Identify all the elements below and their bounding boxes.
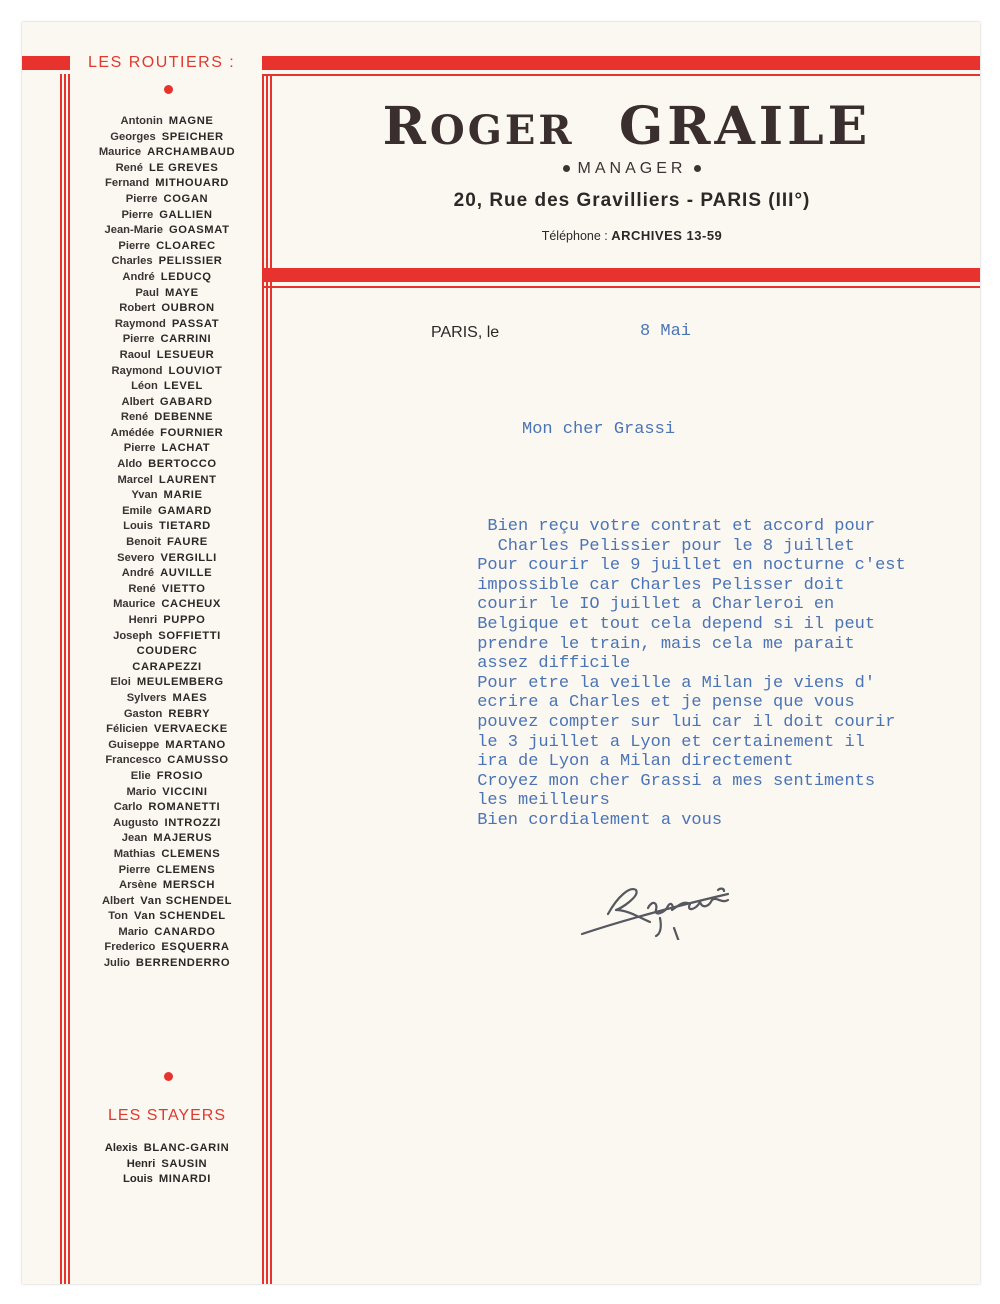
rider-first-name: Emile <box>122 504 152 517</box>
rider-name <box>70 722 264 738</box>
rider-last-name: ROMANETTI <box>148 801 221 814</box>
rider-first-name: Louis <box>123 1173 153 1186</box>
rider-first-name: Sylvers <box>126 691 167 704</box>
letter-body <box>467 517 906 831</box>
stayers-list <box>70 1141 264 1188</box>
rider-last-name: FOURNIER <box>160 426 224 439</box>
rider-last-name: Van SCHENDEL <box>140 894 233 907</box>
brand-last: GRAILE <box>618 96 872 157</box>
rider-name <box>70 551 264 567</box>
rider-name <box>70 1141 264 1157</box>
rider-first-name: Frederico <box>104 941 156 954</box>
rider-last-name: MAES <box>172 691 208 704</box>
routiers-heading: LES ROUTIERS : <box>88 54 236 71</box>
rider-last-name: LESUEUR <box>156 348 215 361</box>
rider-first-name: Maurice <box>98 146 142 159</box>
rider-first-name: Amédée <box>110 426 155 439</box>
rider-first-name: Antonin <box>120 115 163 127</box>
rider-name <box>70 940 264 956</box>
rider-name <box>70 488 264 504</box>
rider-last-name: BLANC-GARIN <box>143 1142 230 1154</box>
rider-last-name: CANARDO <box>154 925 216 938</box>
letter-line: Croyez mon cher Grassi a mes sentiments <box>467 771 876 791</box>
place-label: PARIS, le <box>431 324 500 341</box>
rider-name <box>70 457 264 473</box>
rider-first-name: Henri <box>126 1157 156 1170</box>
rider-last-name: VIETTO <box>161 582 206 595</box>
rider-first-name: Raymond <box>114 317 166 330</box>
rider-last-name: CLEMENS <box>156 863 216 876</box>
rider-first-name: Jean <box>121 832 148 845</box>
rider-last-name: CLEMENS <box>161 847 221 860</box>
letter-line: prendre le train, mais cela me parait <box>467 634 855 654</box>
sidebar-left-rule-1 <box>60 74 62 1284</box>
bullet-icon <box>563 165 570 172</box>
rider-first-name: Raoul <box>119 348 151 361</box>
rider-first-name: Charles <box>111 255 153 268</box>
rider-first-name: Elie <box>130 769 151 782</box>
rider-name <box>70 239 264 255</box>
rider-first-name: Marcel <box>117 473 153 486</box>
rider-name <box>70 925 264 941</box>
rider-name <box>70 800 264 816</box>
letter-line: le 3 juillet a Lyon et certainement il <box>467 732 865 752</box>
rider-name <box>70 286 264 302</box>
rider-name <box>70 161 264 177</box>
rider-last-name: FAURE <box>166 536 208 549</box>
rider-name <box>70 519 264 535</box>
letter-line: les meilleurs <box>467 791 610 811</box>
rider-first-name: Pierre <box>123 442 156 455</box>
rider-first-name: Julio <box>103 957 130 970</box>
rider-last-name: ARCHAMBAUD <box>147 146 236 159</box>
letter-line: courir le IO juillet a Charleroi en <box>467 595 835 615</box>
sidebar-right-rule-2 <box>266 74 268 1284</box>
rider-name <box>70 332 264 348</box>
letter-date: 8 Mai <box>640 322 692 341</box>
rider-name <box>70 909 264 925</box>
rider-first-name: Paul <box>135 286 159 299</box>
rider-first-name: René <box>115 161 143 174</box>
rider-last-name: CACHEUX <box>161 598 221 611</box>
rider-last-name: INTROZZI <box>164 816 221 829</box>
rider-name <box>70 426 264 442</box>
rider-first-name: Mario <box>126 785 157 798</box>
letter-line: Pour courir le 9 juillet en nocturne c'est <box>467 556 906 576</box>
address: 20, Rue des Gravilliers - PARIS (III°) <box>453 190 811 211</box>
rider-first-name: Eloi <box>110 676 131 689</box>
header-bottom-red-rule-thin <box>262 286 980 288</box>
rider-name <box>70 254 264 270</box>
rider-first-name: Arsène <box>118 879 157 892</box>
rider-name <box>70 301 264 317</box>
brand-first-initial: R <box>382 96 430 157</box>
sidebar-left-rule-2 <box>64 74 66 1284</box>
rider-last-name: SPEICHER <box>161 130 224 143</box>
rider-name <box>70 379 264 395</box>
rider-last-name: CARAPEZZI <box>132 660 202 673</box>
rider-name <box>70 566 264 582</box>
rider-last-name: MERSCH <box>162 879 216 892</box>
rider-first-name: Maurice <box>113 598 156 611</box>
rider-first-name: Aldo <box>117 458 143 471</box>
rider-name <box>70 582 264 598</box>
rider-first-name: Fernand <box>105 177 150 190</box>
rider-last-name: PELISSIER <box>158 255 223 268</box>
rider-first-name: Yvan <box>131 489 158 502</box>
rider-last-name: CAMUSSO <box>167 754 229 767</box>
rider-last-name: FROSIO <box>156 769 204 782</box>
rider-name <box>70 878 264 894</box>
rider-name <box>70 894 264 910</box>
rider-name <box>70 395 264 411</box>
letterhead-page <box>22 22 980 1284</box>
rider-first-name: Félicien <box>106 723 148 736</box>
rider-name <box>70 847 264 863</box>
bullet-icon <box>694 165 701 172</box>
rider-first-name: Albert <box>121 395 154 408</box>
top-red-band-right <box>262 56 980 70</box>
rider-name <box>70 317 264 333</box>
letter-line: pouvez compter sur lui car il doit courir <box>467 712 896 732</box>
letter-line: impossible car Charles Pelisser doit <box>467 575 845 595</box>
rider-name <box>70 348 264 364</box>
manager-label: MANAGER <box>577 160 687 177</box>
letter-line: Bien reçu votre contrat et accord pour <box>467 517 876 536</box>
rider-last-name: MAGNE <box>168 115 214 127</box>
rider-first-name: Jean-Marie <box>104 224 163 237</box>
brand-name <box>362 96 892 162</box>
rider-last-name: LEVEL <box>163 380 203 393</box>
letter-line: assez difficile <box>467 654 631 674</box>
rider-last-name: MEULEMBERG <box>136 676 224 689</box>
rider-name <box>70 504 264 520</box>
phone-label: Téléphone : <box>541 229 608 243</box>
letter-line: Belgique et tout cela depend si il peut <box>467 614 876 634</box>
rider-name <box>70 956 264 972</box>
rider-last-name: BERTOCCO <box>148 458 217 471</box>
rider-name <box>70 270 264 286</box>
rider-name <box>70 597 264 613</box>
greeting: Mon cher Grassi <box>522 420 676 439</box>
rider-name <box>70 192 264 208</box>
rider-first-name: Georges <box>110 130 156 143</box>
letter-line: Bien cordialement a vous <box>467 810 723 830</box>
phone <box>482 228 782 243</box>
red-dot-icon <box>164 1072 173 1081</box>
rider-name <box>70 831 264 847</box>
rider-name <box>70 644 264 660</box>
rider-last-name: MITHOUARD <box>155 177 229 190</box>
rider-last-name: LOUVIOT <box>168 364 223 377</box>
rider-first-name: Robert <box>119 302 156 315</box>
rider-last-name: SAUSIN <box>161 1157 208 1170</box>
manager-subtitle <box>522 160 742 178</box>
rider-name <box>70 816 264 832</box>
rider-name <box>70 364 264 380</box>
rider-last-name: MINARDI <box>158 1173 211 1186</box>
rider-first-name: André <box>121 567 155 580</box>
rider-name <box>70 208 264 224</box>
rider-name <box>70 863 264 879</box>
rider-last-name: LACHAT <box>161 442 211 455</box>
rider-last-name: REBRY <box>168 707 211 720</box>
rider-name <box>70 535 264 551</box>
rider-name <box>70 753 264 769</box>
letter-line: Pour etre la veille a Milan je viens d' <box>467 673 876 693</box>
rider-name <box>70 1157 264 1173</box>
red-dot-icon <box>164 85 173 94</box>
rider-name <box>70 707 264 723</box>
rider-name <box>70 660 264 676</box>
rider-last-name: DEBENNE <box>154 411 214 424</box>
rider-first-name: Pierre <box>121 208 154 221</box>
rider-last-name: OUBRON <box>161 302 215 315</box>
rider-first-name: Pierre <box>125 192 158 205</box>
rider-last-name: CARRINI <box>160 333 212 346</box>
rider-first-name: André <box>122 270 155 283</box>
rider-name <box>70 223 264 239</box>
rider-first-name: Alexis <box>104 1142 138 1154</box>
rider-last-name: MAJERUS <box>153 832 213 845</box>
rider-name <box>70 675 264 691</box>
top-red-rule-thin <box>262 74 980 76</box>
rider-first-name: Ton <box>108 910 128 923</box>
rider-name <box>70 691 264 707</box>
header-bottom-red-band <box>262 268 980 282</box>
rider-last-name: VICCINI <box>162 785 208 798</box>
rider-last-name: MARIE <box>163 489 203 502</box>
rider-last-name: GOASMAT <box>168 224 230 237</box>
rider-first-name: Louis <box>123 520 153 533</box>
rider-last-name: COGAN <box>163 192 209 205</box>
phone-value: ARCHIVES 13-59 <box>611 228 723 243</box>
rider-name <box>70 410 264 426</box>
rider-name <box>70 114 264 130</box>
rider-last-name: SOFFIETTI <box>158 629 221 642</box>
rider-last-name: VERVAECKE <box>153 723 228 736</box>
rider-first-name: Benoit <box>126 536 161 549</box>
rider-last-name: GABARD <box>159 395 213 408</box>
rider-last-name: PASSAT <box>171 317 220 330</box>
rider-first-name: Francesco <box>105 754 162 767</box>
rider-first-name: Gaston <box>123 707 163 720</box>
rider-last-name: AUVILLE <box>160 567 213 580</box>
rider-last-name: TIETARD <box>158 520 211 533</box>
rider-first-name: Pierre <box>122 333 155 346</box>
rider-first-name: Léon <box>131 380 158 393</box>
letter-line: ira de Lyon a Milan directement <box>467 752 794 772</box>
rider-name <box>70 785 264 801</box>
rider-last-name: PUPPO <box>163 614 206 626</box>
routiers-list <box>70 114 264 972</box>
rider-first-name: Severo <box>117 551 155 564</box>
rider-last-name: LAURENT <box>158 473 217 486</box>
rider-name <box>70 769 264 785</box>
rider-name <box>70 613 264 629</box>
rider-first-name: Pierre <box>118 863 151 876</box>
rider-first-name: Albert <box>101 894 135 907</box>
letter-line: Charles Pelissier pour le 8 juillet <box>467 536 855 556</box>
rider-last-name: ESQUERRA <box>161 941 230 954</box>
rider-first-name: René <box>128 582 156 595</box>
rider-name <box>70 629 264 645</box>
rider-first-name: René <box>120 411 149 424</box>
rider-first-name: Augusto <box>113 816 159 829</box>
rider-last-name: LE GREVES <box>148 161 219 174</box>
rider-last-name: CLOAREC <box>156 239 216 252</box>
rider-last-name: Van SCHENDEL <box>133 910 226 923</box>
rider-first-name: Pierre <box>118 239 151 252</box>
sidebar-right-rule-3 <box>270 74 272 1284</box>
rider-first-name: Raymond <box>111 364 163 377</box>
rider-first-name: Mathias <box>113 847 156 860</box>
rider-name <box>70 176 264 192</box>
rider-last-name: GALLIEN <box>159 208 213 221</box>
rider-name <box>70 441 264 457</box>
rider-first-name: Carlo <box>113 801 143 814</box>
top-red-band-left <box>22 56 70 70</box>
letter-line: ecrire a Charles et je pense que vous <box>467 693 855 713</box>
rider-last-name: BERRENDERRO <box>135 957 231 970</box>
rider-name <box>70 473 264 489</box>
rider-first-name: Mario <box>118 925 149 938</box>
rider-name <box>70 145 264 161</box>
rider-last-name: VERGILLI <box>160 551 217 564</box>
brand-first-rest: OGER <box>429 107 575 154</box>
handwritten-signature <box>578 870 768 940</box>
rider-first-name: Joseph <box>113 629 153 642</box>
rider-last-name: MARTANO <box>165 738 226 751</box>
stayers-heading: LES STAYERS <box>108 1107 226 1124</box>
rider-first-name: Henri <box>128 614 158 626</box>
rider-last-name: GAMARD <box>157 504 212 517</box>
rider-name <box>70 1172 264 1188</box>
rider-last-name: MAYE <box>164 286 199 299</box>
rider-first-name: Guiseppe <box>108 738 160 751</box>
rider-last-name: LEDUCQ <box>160 270 212 283</box>
rider-last-name: COUDERC <box>136 645 198 658</box>
rider-name <box>70 130 264 146</box>
rider-name <box>70 738 264 754</box>
